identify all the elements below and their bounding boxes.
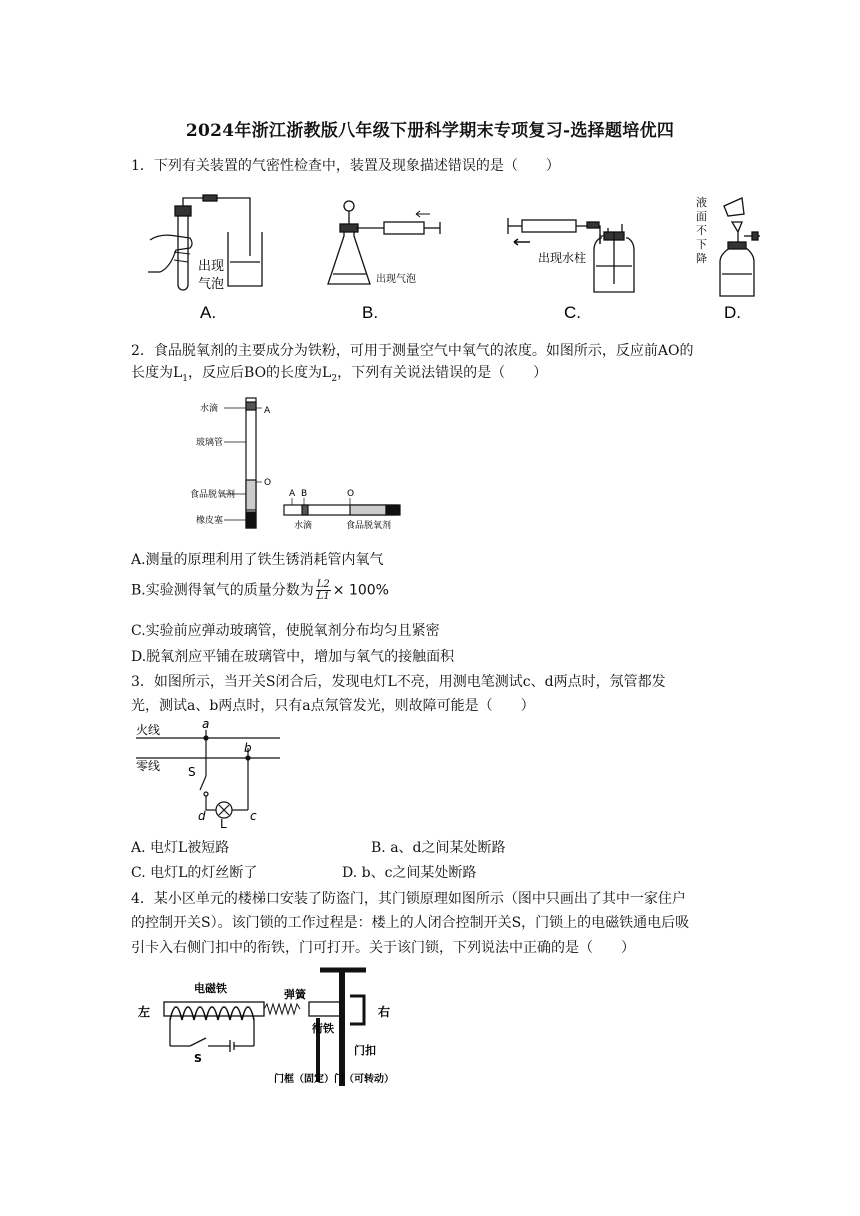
q1-a-label: A.: [200, 303, 217, 322]
q4-fig-electromagnet: 电磁铁: [194, 982, 227, 995]
q2-stem-line2: [131, 363, 547, 389]
q4-fig-spring: 弹簧: [284, 988, 306, 1001]
q1-b-label: B.: [362, 303, 379, 322]
q1-fig-d: [720, 198, 760, 296]
q3-fig-d: d: [198, 809, 206, 823]
q2-fig-agent: 食品脱氧剂: [190, 490, 236, 500]
q1-a-text2: 气泡: [198, 277, 225, 292]
q3-figure: [130, 718, 290, 830]
q2-fig-water2: 水滴: [294, 521, 313, 531]
q1-c-label: C.: [564, 303, 581, 322]
q4-figure: [134, 962, 424, 1090]
q3-fig-b: b: [244, 741, 252, 755]
q1-d-char1: 液: [696, 196, 707, 209]
q2-fig-water: 水滴: [200, 404, 219, 414]
q1-d-char5: 降: [696, 252, 707, 265]
q4-fig-S: S: [194, 1052, 202, 1065]
q1-d-char4: 下: [696, 238, 707, 251]
q3-stem-line1: 3．如图所示，当开关S闭合后，发现电灯L不亮，用测电笔测试c、d两点时，氖管都发: [131, 674, 666, 690]
q1-c-text: 出现水柱: [538, 251, 587, 265]
q2-option-b-prefix: B.实验测得氧气的质量分数为: [131, 582, 314, 599]
q1-d-char3: 不: [696, 224, 707, 237]
q2-option-b-fraction: [316, 579, 331, 602]
q3-fig-c: c: [250, 809, 257, 823]
q2-fig-B: B: [301, 489, 308, 499]
q2-option-d: D.脱氧剂应平铺在玻璃管中，增加与氧气的接触面积: [131, 649, 455, 665]
q1-stem: 1．下列有关装置的气密性检查中，装置及现象描述错误的是（ ）: [131, 158, 560, 174]
q3-fig-a: a: [202, 718, 210, 731]
q4-fig-buckle: 门扣: [354, 1044, 376, 1057]
q2-stem-part3: ，下列有关说法错误的是（ ）: [337, 365, 548, 381]
q2-stem-part1: 长度为L: [131, 365, 183, 381]
q1-fig-a: [148, 195, 262, 290]
q1-d-char2: 面: [696, 210, 707, 223]
q3-option-b: B. a、d之间某处断路: [371, 840, 506, 856]
q1-a-text1: 出现: [198, 259, 225, 274]
q3-stem-line2: 光，测试a、b两点时，只有a点氖管发光，则故障可能是（ ）: [131, 698, 535, 714]
q2-option-b-suffix: × 100%: [332, 582, 389, 599]
q2-fig-plug: 橡皮塞: [196, 516, 224, 526]
q2-fig-glass: 玻璃管: [196, 438, 224, 448]
q2-stem-part2: ，反应后BO的长度为L: [188, 365, 332, 381]
page-title: 2024年浙江浙教版八年级下册科学期末专项复习-选择题培优四: [185, 121, 675, 141]
q4-stem-line1: 4．某小区单元的楼梯口安装了防盗门，其门锁原理如图所示（图中只画出了其中一家住户: [131, 891, 686, 907]
q2-option-c: C.实验前应弹动玻璃管，使脱氧剂分布均匀且紧密: [131, 623, 440, 639]
q4-fig-armature: 衔铁: [312, 1022, 334, 1035]
q3-fig-S: S: [188, 765, 196, 779]
q2-fig-O: O: [264, 478, 272, 488]
q3-fig-live: 火线: [136, 723, 161, 737]
q1-d-label: D.: [724, 303, 741, 322]
q2-sub1: 1: [182, 373, 189, 384]
q4-fig-frame: 门框（固定）门（可转动）: [274, 1074, 394, 1085]
q2-option-a: A.测量的原理利用了铁生锈消耗管内氧气: [131, 552, 384, 568]
q2-option-b-num: L2: [316, 579, 330, 590]
q3-option-d: D. b、c之间某处断路: [342, 865, 477, 881]
q2-fig-agent2: 食品脱氧剂: [346, 521, 392, 531]
q2-figure: [190, 394, 430, 534]
q1-fig-b: [328, 201, 440, 284]
q4-fig-right: 右: [378, 1005, 391, 1019]
q2-fig-A2: A: [289, 489, 296, 499]
q3-option-c: C. 电灯L的灯丝断了: [131, 865, 258, 881]
q3-option-a: A. 电灯L被短路: [131, 840, 230, 856]
q2-stem-line1: 2．食品脱氧剂的主要成分为铁粉，可用于测量空气中氧气的浓度。如图所示，反应前AO的: [131, 343, 694, 359]
q4-stem-line3: 引卡入右侧门扣中的衔铁，门可打开。关于该门锁，下列说法中正确的是（ ）: [131, 940, 635, 956]
q4-fig-left: 左: [138, 1005, 151, 1019]
q4-stem-line2: 的控制开关S）。该门锁的工作过程是：楼上的人闭合控制开关S，门锁上的电磁铁通电后吸: [131, 915, 690, 931]
q1-b-text: 出现气泡: [376, 274, 416, 285]
q2-option-b: [131, 579, 389, 602]
q2-fig-O2: O: [347, 489, 355, 499]
q1-figure: [130, 188, 780, 328]
q3-fig-L: L: [220, 817, 227, 830]
q2-sub2: 2: [331, 373, 338, 384]
q2-option-b-den: L1: [316, 591, 330, 602]
q2-fig-A: A: [264, 406, 271, 416]
q3-fig-neutral: 零线: [136, 759, 161, 773]
